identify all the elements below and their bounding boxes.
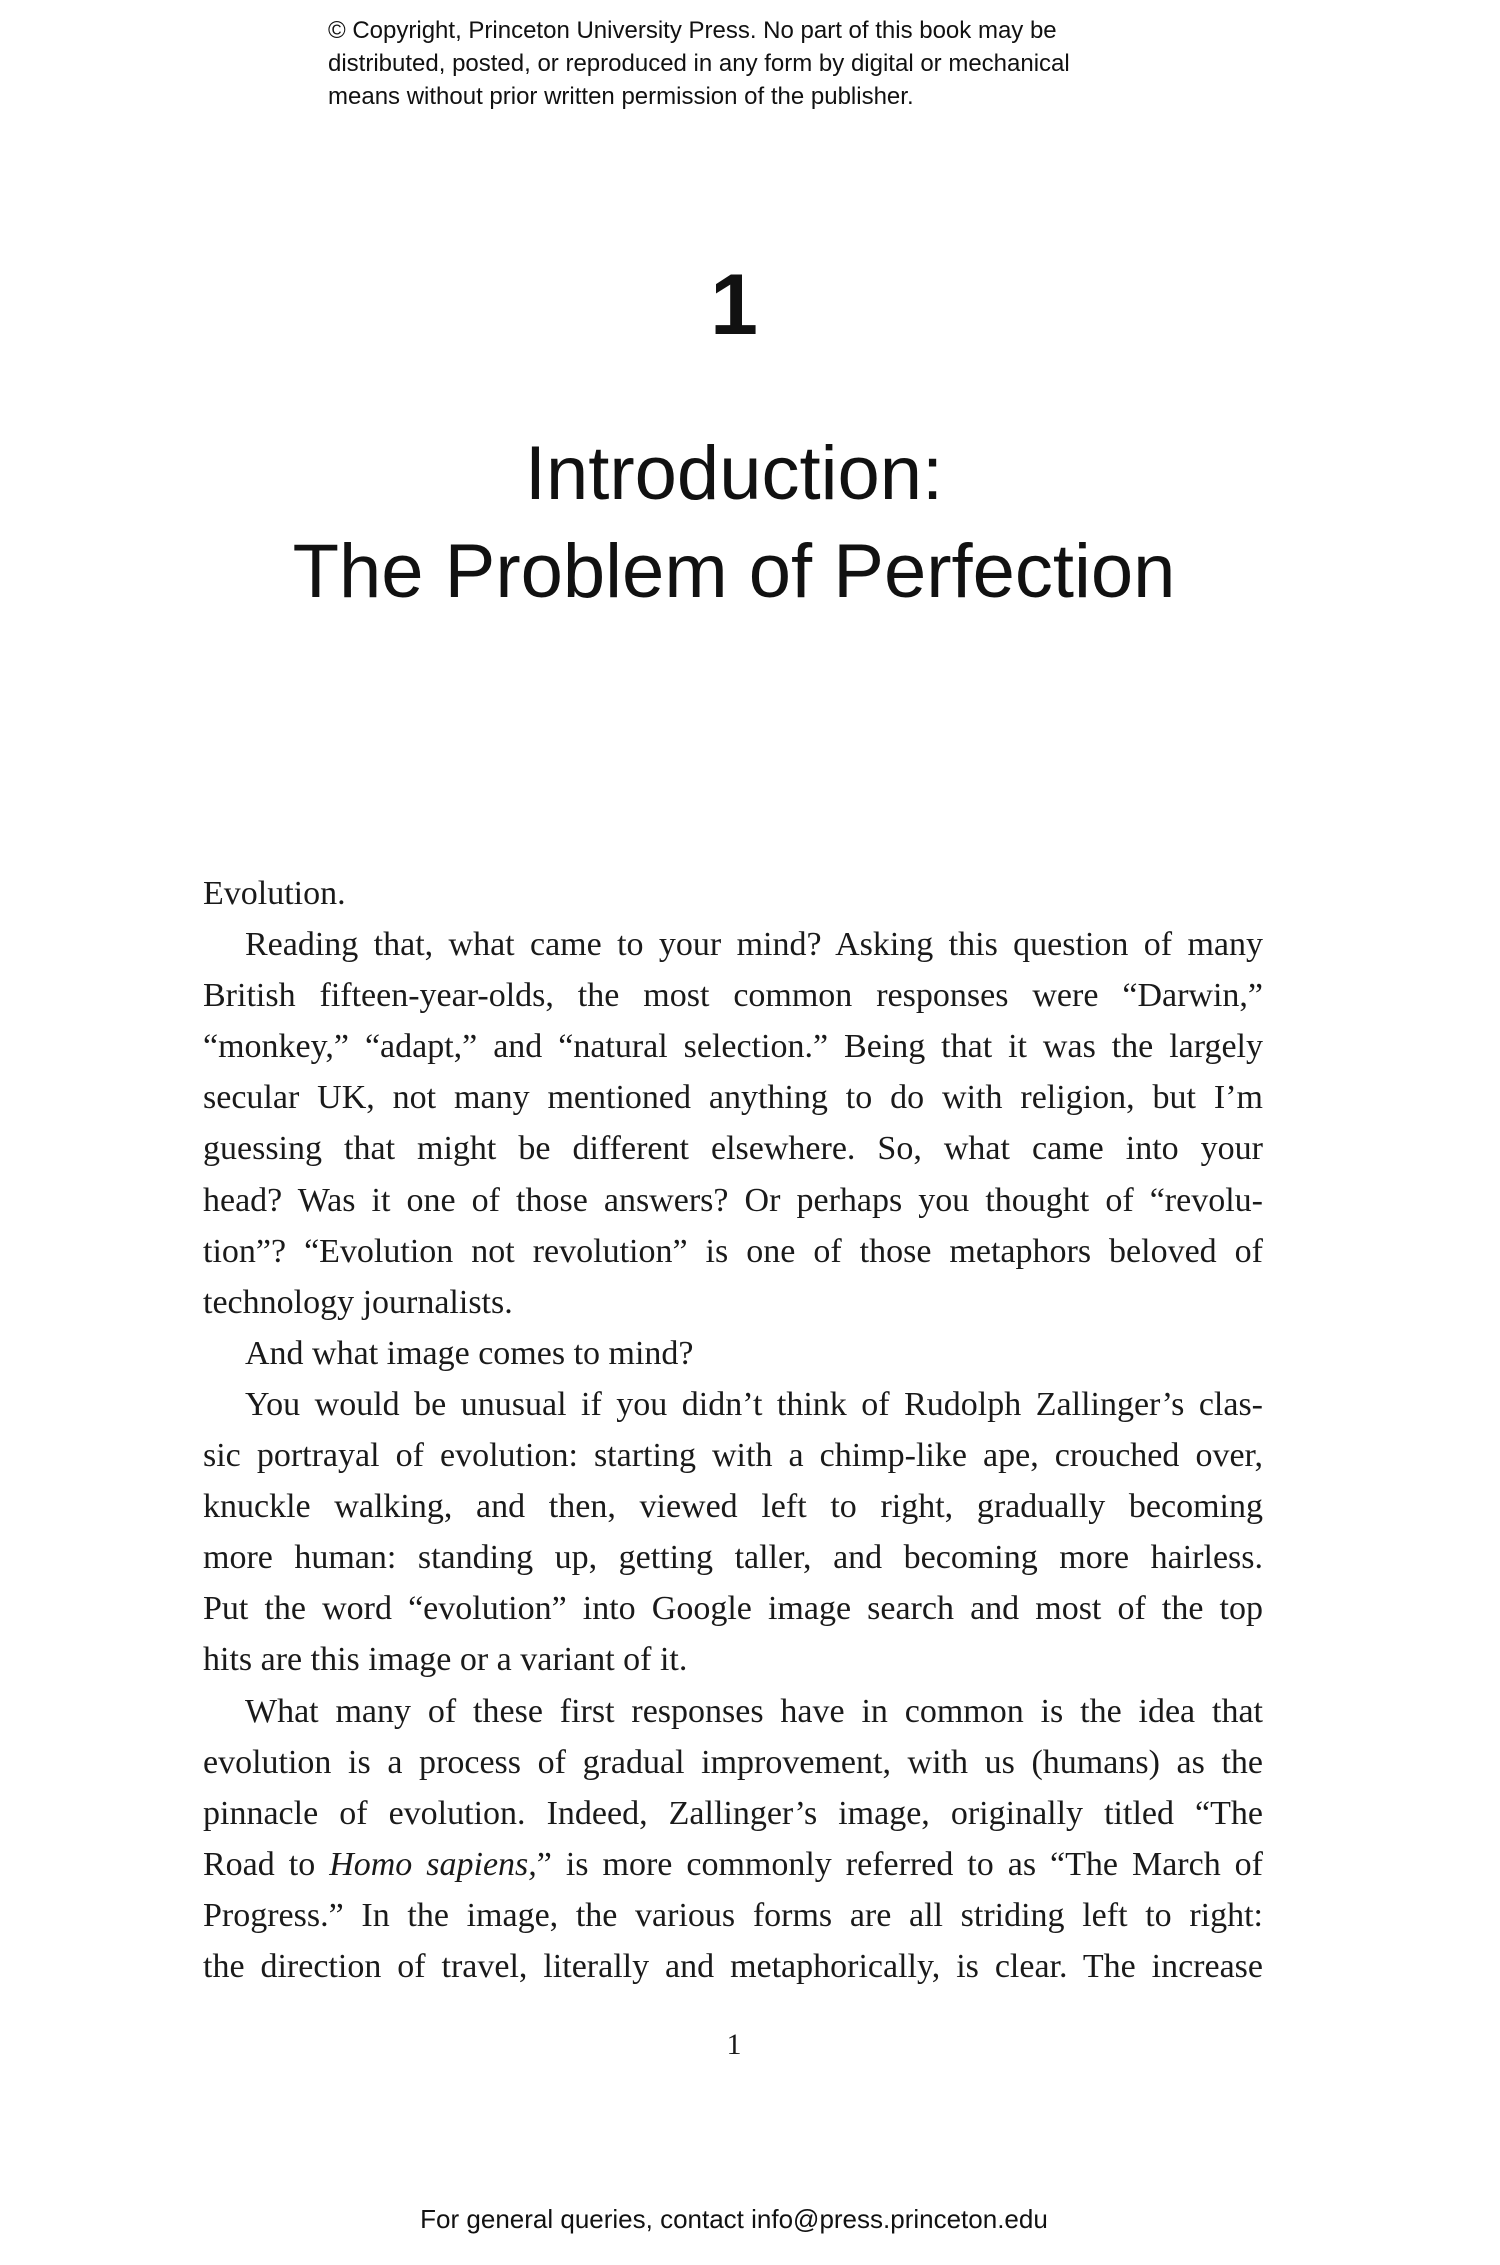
body-line bbox=[203, 1839, 1263, 1890]
chapter-title bbox=[0, 425, 1468, 621]
copyright-line: distributed, posted, or reproduced in any form by digital or mechanical bbox=[328, 50, 1070, 77]
chapter-title-line-1: Introduction: bbox=[524, 431, 944, 516]
page-number: 1 bbox=[726, 2028, 742, 2061]
copyright-notice bbox=[328, 14, 1228, 113]
body-line: “monkey,” “adapt,” and “natural selection.” Being that it was the largely bbox=[203, 1028, 1263, 1066]
body-line: secular UK, not many mentioned anything to do with religion, but I’m bbox=[203, 1079, 1263, 1117]
body-line: knuckle walking, and then, viewed left to right, gradually becoming bbox=[203, 1488, 1263, 1526]
copyright-line: means without prior written permission of the publisher. bbox=[328, 83, 914, 110]
text-segment: Road to bbox=[203, 1845, 330, 1883]
body-line: Reading that, what came to your mind? Asking this question of many bbox=[245, 926, 1263, 964]
body-line: What many of these first responses have in common is the idea that bbox=[245, 1692, 1263, 1730]
body-line: head? Was it one of those answers? Or perhaps you thought of “revolu- bbox=[203, 1181, 1263, 1219]
body-line: Put the word “evolution” into Google image search and most of the top bbox=[203, 1590, 1263, 1628]
footer-contact: For general queries, contact info@press.princeton.edu bbox=[420, 2204, 1048, 2234]
body-line: technology journalists. bbox=[203, 1283, 513, 1321]
body-line: tion”? “Evolution not revolution” is one of those metaphors beloved of bbox=[203, 1232, 1263, 1270]
copyright-line: © Copyright, Princeton University Press. No part of this book may be bbox=[328, 17, 1057, 44]
chapter-number: 1 bbox=[710, 257, 758, 353]
body-line: pinnacle of evolution. Indeed, Zallinger’s image, originally titled “The bbox=[203, 1794, 1263, 1832]
chapter-title-line-2: The Problem of Perfection bbox=[292, 529, 1176, 614]
body-text bbox=[203, 868, 1263, 1992]
body-line: evolution is a process of gradual improvement, with us (humans) as the bbox=[203, 1743, 1263, 1781]
body-line: the direction of travel, literally and metaphorically, is clear. The increase bbox=[203, 1947, 1263, 1985]
body-line: Evolution. bbox=[203, 875, 346, 912]
body-line: guessing that might be different elsewhere. So, what came into your bbox=[203, 1130, 1263, 1168]
text-segment: ” is more commonly referred to as “The March of bbox=[536, 1845, 1264, 1883]
body-line: And what image comes to mind? bbox=[245, 1334, 694, 1372]
italic-text: Homo sapiens, bbox=[329, 1845, 537, 1883]
body-line: more human: standing up, getting taller, and becoming more hairless. bbox=[203, 1539, 1263, 1577]
body-line: hits are this image or a variant of it. bbox=[203, 1641, 688, 1679]
body-line: British fifteen-year-olds, the most common responses were “Darwin,” bbox=[203, 977, 1263, 1015]
body-line: sic portrayal of evolution: starting with a chimp-like ape, crouched over, bbox=[203, 1437, 1263, 1475]
body-line: Progress.” In the image, the various forms are all striding left to right: bbox=[203, 1896, 1263, 1934]
body-line: You would be unusual if you didn’t think of Rudolph Zallinger’s clas- bbox=[245, 1385, 1263, 1423]
